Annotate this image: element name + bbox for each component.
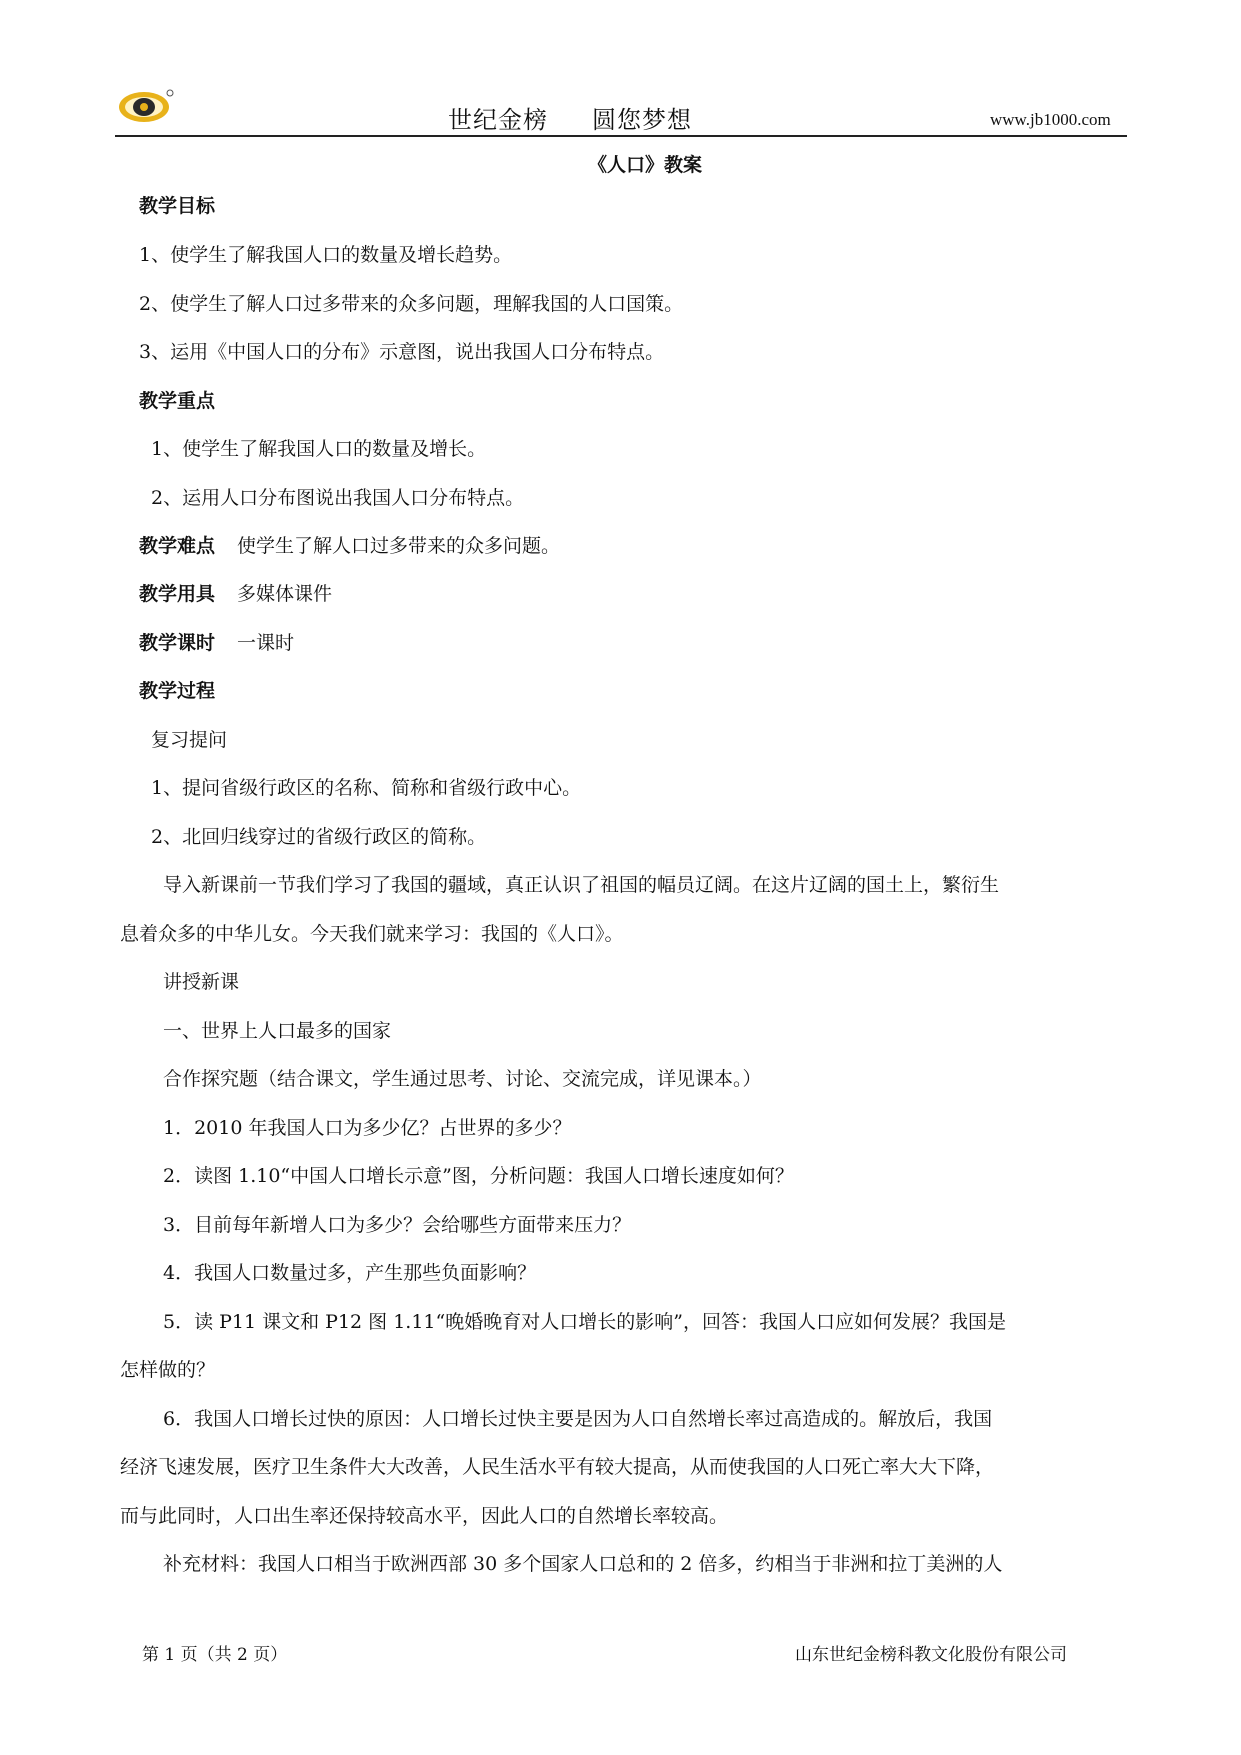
objective-item: 3、运用《中国人口的分布》示意图，说出我国人口分布特点。 xyxy=(139,341,665,363)
review-heading: 复习提问 xyxy=(151,729,228,751)
question-6-cont: 经济飞速发展，医疗卫生条件大大改善，人民生活水平有较大提高，从而使我国的人口死亡率大大下降， xyxy=(120,1456,995,1478)
key-point-item: 1、使学生了解我国人口的数量及增长。 xyxy=(151,438,487,460)
difficulty-label: 教学难点 xyxy=(139,535,216,557)
hours-value: 一课时 xyxy=(237,632,295,654)
objective-item: 2、使学生了解人口过多带来的众多问题，理解我国的人口国策。 xyxy=(139,293,684,315)
document-title: 《人口》教案 xyxy=(588,154,703,176)
question-5: 5．读 P11 课文和 P12 图 1.11“晚婚晚育对人口增长的影响”，回答：我国人口应如何发展？我国是 xyxy=(163,1311,1006,1333)
brand-slogan: 圆您梦想 xyxy=(592,106,692,134)
key-points-heading: 教学重点 xyxy=(139,390,216,412)
question-1: 1．2010 年我国人口为多少亿？占世界的多少？ xyxy=(163,1117,572,1139)
key-point-item: 2、运用人口分布图说出我国人口分布特点。 xyxy=(151,487,525,509)
review-item: 2、北回归线穿过的省级行政区的简称。 xyxy=(151,826,487,848)
hours-label: 教学课时 xyxy=(139,632,216,654)
page-number: 第 1 页（共 2 页） xyxy=(142,1645,288,1665)
question-6: 6．我国人口增长过快的原因：人口增长过快主要是因为人口自然增长率过高造成的。解放后，我国 xyxy=(163,1408,993,1430)
brand-name: 世纪金榜 xyxy=(448,106,548,134)
hours-row xyxy=(139,634,294,653)
question-6-cont: 而与此同时，人口出生率还保持较高水平，因此人口的自然增长率较高。 xyxy=(120,1505,729,1527)
objectives-heading: 教学目标 xyxy=(139,195,216,217)
review-item: 1、提问省级行政区的名称、简称和省级行政中心。 xyxy=(151,777,582,799)
difficulty-value: 使学生了解人口过多带来的众多问题。 xyxy=(237,535,561,557)
new-lesson-heading: 讲授新课 xyxy=(163,971,240,993)
supplement-text: 补充材料：我国人口相当于欧洲西部 30 多个国家人口总和的 2 倍多，约相当于非洲和拉丁美洲的人 xyxy=(163,1553,1003,1575)
tools-label: 教学用具 xyxy=(139,583,216,605)
brand-logo xyxy=(118,88,174,124)
header-divider xyxy=(115,135,1127,137)
objective-item: 1、使学生了解我国人口的数量及增长趋势。 xyxy=(139,244,513,266)
tools-value: 多媒体课件 xyxy=(237,583,333,605)
difficulty-row xyxy=(139,537,560,556)
tools-row xyxy=(139,585,332,604)
question-4: 4．我国人口数量过多，产生那些负面影响？ xyxy=(163,1262,537,1284)
header-url[interactable]: www.jb1000.com xyxy=(990,110,1111,129)
header-title xyxy=(448,100,692,135)
inquiry-text: 合作探究题（结合课文，学生通过思考、讨论、交流完成，详见课本。） xyxy=(163,1068,762,1090)
question-5-cont: 怎样做的？ xyxy=(120,1359,216,1381)
process-heading: 教学过程 xyxy=(139,680,216,702)
question-3: 3．目前每年新增人口为多少？会给哪些方面带来压力？ xyxy=(163,1214,632,1236)
part-one-heading: 一、世界上人口最多的国家 xyxy=(163,1020,392,1042)
intro-paragraph: 导入新课前一节我们学习了我国的疆域，真正认识了祖国的幅员辽阔。在这片辽阔的国土上，繁衍生 xyxy=(163,874,1000,896)
company-name: 山东世纪金榜科教文化股份有限公司 xyxy=(795,1645,1067,1665)
intro-paragraph-cont: 息着众多的中华儿女。今天我们就来学习：我国的《人口》。 xyxy=(120,923,624,945)
question-2: 2．读图 1.10“中国人口增长示意”图，分析问题：我国人口增长速度如何？ xyxy=(163,1165,794,1187)
